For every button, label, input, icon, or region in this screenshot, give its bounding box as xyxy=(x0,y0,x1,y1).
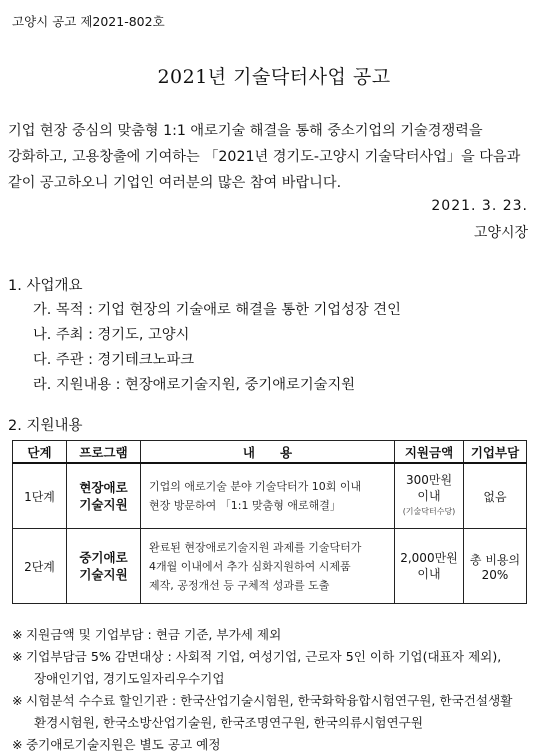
overview-item-purpose: 가. 목적 : 기업 현장의 기술애로 해결을 통한 기업성장 견인 xyxy=(33,302,401,318)
content-line: 제작, 공정개선 등 구체적 성과를 도출 xyxy=(149,578,330,592)
content-line: 현장 방문하여 「1:1 맞춤형 애로해결」 xyxy=(149,499,341,512)
notice-date: 2021. 3. 23. xyxy=(431,198,528,214)
table-row xyxy=(13,463,527,529)
overview-item-host: 나. 주최 : 경기도, 고양시 xyxy=(33,327,190,343)
note-marker: ※ xyxy=(12,737,23,752)
cell-content xyxy=(141,529,395,604)
intro-line: 강화하고, 고용창출에 기여하는 「2021년 경기도-고양시 기술닥터사업」을 다음과 xyxy=(8,149,521,165)
cell-program xyxy=(67,463,141,529)
col-header-program: 프로그램 xyxy=(67,441,141,464)
support-table xyxy=(12,440,527,604)
amount-note: (기술닥터수당) xyxy=(402,507,456,516)
program-line: 현장애로 xyxy=(79,480,128,495)
amount-line: 이내 xyxy=(417,567,441,581)
section1-heading: 1. 사업개요 xyxy=(8,278,83,294)
notice-number: 고양시 공고 제2021-802호 xyxy=(12,14,165,29)
note-line: 기업부담금 5% 감면대상 : 사회적 기업, 여성기업, 근로자 5인 이하 기업(대표자 제외), xyxy=(26,649,502,664)
amount-line: 이내 xyxy=(417,489,441,503)
overview-item-organizer: 다. 주관 : 경기테크노파크 xyxy=(33,352,195,368)
intro-line: 기업 현장 중심의 맞춤형 1:1 애로기술 해결을 통해 중소기업의 기술경쟁력을 xyxy=(8,123,483,139)
content-line: 완료된 현장애로기술지원 과제를 기술닥터가 xyxy=(149,540,362,554)
section1-items xyxy=(33,298,401,398)
note-line: 환경시험원, 한국소방산업기술원, 한국조명연구원, 한국의류시험연구원 xyxy=(34,715,423,730)
cell-program xyxy=(67,529,141,604)
amount-line: 300만원 xyxy=(405,473,453,487)
col-header-burden: 기업부담 xyxy=(464,441,527,464)
note-marker: ※ xyxy=(12,693,23,708)
note-line: 시험분석 수수료 할인기관 : 한국산업기술시험원, 한국화학융합시험연구원, 한국건설생활 xyxy=(26,693,513,708)
burden-line: 20% xyxy=(481,567,509,582)
cell-content xyxy=(141,463,395,529)
amount-line: 2,000만원 xyxy=(400,551,458,565)
col-header-stage: 단계 xyxy=(13,441,67,464)
note-item xyxy=(12,624,542,646)
issuer: 고양시장 xyxy=(473,225,528,241)
cell-stage: 2단계 xyxy=(13,529,67,604)
burden-line: 총 비용의 xyxy=(469,552,521,567)
content-line: 기업의 애로기술 분야 기술닥터가 10회 이내 xyxy=(149,480,362,493)
intro-paragraph xyxy=(8,118,528,196)
note-marker: ※ xyxy=(12,649,23,664)
note-marker: ※ xyxy=(12,627,23,642)
notes-list xyxy=(12,624,542,756)
program-line: 기술지원 xyxy=(79,497,128,512)
program-line: 기술지원 xyxy=(79,567,128,582)
cell-burden xyxy=(464,529,527,604)
note-line: 지원금액 및 기업부담 : 현금 기준, 부가세 제외 xyxy=(26,627,282,642)
cell-burden: 없음 xyxy=(464,463,527,529)
note-item xyxy=(12,646,542,690)
table-header-row xyxy=(13,441,527,464)
cell-amount xyxy=(395,463,464,529)
cell-stage: 1단계 xyxy=(13,463,67,529)
section2-heading: 2. 지원내용 xyxy=(8,418,83,434)
intro-line: 같이 공고하오니 기업인 여러분의 많은 참여 바랍니다. xyxy=(8,175,342,191)
overview-item-support: 라. 지원내용 : 현장애로기술지원, 중기애로기술지원 xyxy=(33,377,356,393)
note-item xyxy=(12,734,542,756)
table-row xyxy=(13,529,527,604)
note-line: 장애인기업, 경기도일자리우수기업 xyxy=(34,671,225,686)
note-line: 중기애로기술지원은 별도 공고 예정 xyxy=(26,737,221,752)
program-line: 중기애로 xyxy=(79,550,128,565)
content-line: 4개월 이내에서 추가 심화지원하여 시제품 xyxy=(149,559,351,573)
note-item xyxy=(12,690,542,734)
col-header-content: 내 용 xyxy=(141,441,395,464)
page-title: 2021년 기술닥터사업 공고 xyxy=(157,66,391,88)
col-header-amount: 지원금액 xyxy=(395,441,464,464)
cell-amount xyxy=(395,529,464,604)
